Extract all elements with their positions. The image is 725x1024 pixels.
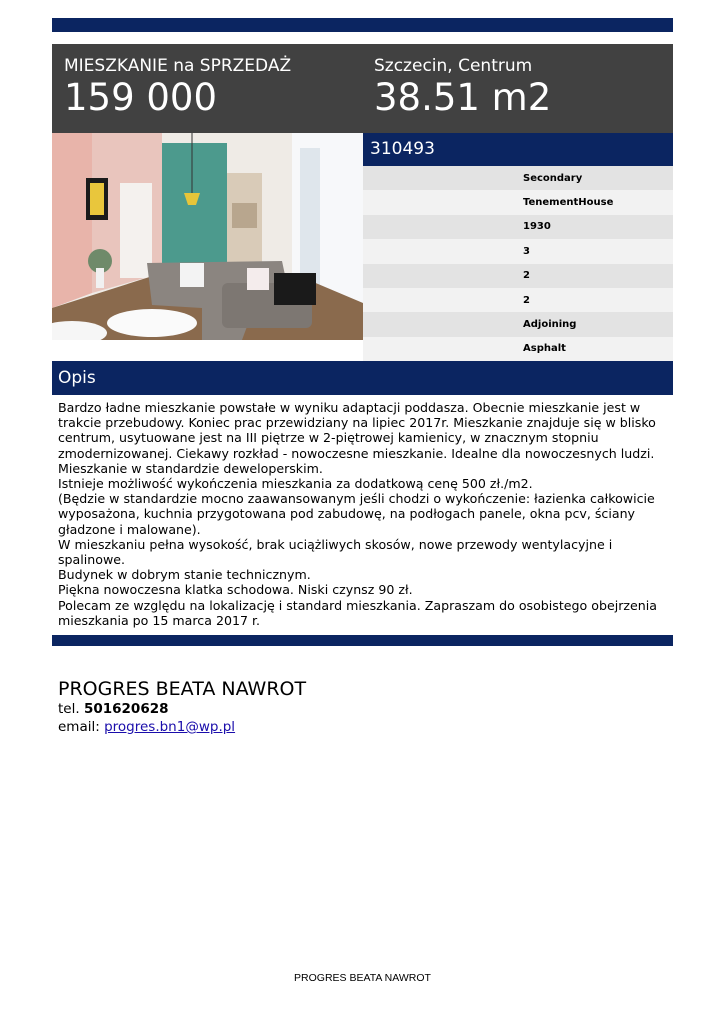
property-row — [363, 215, 673, 239]
property-value: Adjoining — [523, 319, 577, 331]
listing-id-bar: 310493 — [363, 133, 673, 166]
property-value: 1930 — [523, 221, 551, 233]
description-text: Bardzo ładne mieszkanie powstałe w wyniku adaptacji poddasza. Obecnie mieszkanie jest w trakcie przebudowy. Koniec prac przewidziany na lipiec 2017r. Mieszkanie znajduje się w blisko centrum, usytuowane jest na III piętrze w 2-piętrowej kamienicy, w znacznym stopniu zmodernizowanej. Ciekawy rozkład - nowoczesne mieszkanie. Idealne dla nowoczesnych ludzi. Mieszkanie w standardzie deweloperskim. Istnieje możliwość wykończenia mieszkania za dodatkową cenę 500 zł./m2. (Będzie w standardzie mocno zaawansowanym jeśli chodzi o wykończenie: łazienka całkowicie wyposażona, kuchnia przygotowana pod zabudowę, na podłogach panele, okna pcv, ściany gładzone i malowane). W mieszkaniu pełna wysokość, brak uciążliwych skosów, nowe przewody wentylacyjne i spalinowe. Budynek w dobrym stanie technicznym. Piękna nowoczesna klatka schodowa. Niski czynsz 90 zł. Polecam ze względu na lokalizację i standard mieszkania. Zapraszam do osobistego obejrzenia mieszkania po 15 marca 2017 r. — [58, 400, 657, 628]
agent-contact — [58, 678, 306, 736]
property-row — [363, 337, 673, 361]
property-value: 2 — [523, 294, 530, 306]
agent-name: PROGRES BEATA NAWROT — [58, 678, 307, 700]
property-value: Asphalt — [523, 343, 566, 355]
description-heading: Opis — [52, 361, 673, 395]
agent-phone-line — [58, 700, 306, 718]
offer-type: MIESZKANIE na SPRZEDAŻ — [64, 56, 292, 76]
phone-number: 501620628 — [83, 701, 169, 717]
living-room-illustration — [52, 133, 363, 340]
property-row — [363, 239, 673, 263]
email-label: email: — [58, 719, 100, 735]
property-value: TenementHouse — [523, 197, 614, 209]
section-divider-bar — [52, 635, 673, 646]
property-row — [363, 190, 673, 214]
property-row — [363, 264, 673, 288]
header-left — [64, 56, 291, 120]
property-row — [363, 166, 673, 190]
area: 38.51 m2 — [374, 76, 552, 119]
property-row — [363, 288, 673, 312]
top-divider-bar — [52, 18, 673, 32]
properties-table — [363, 166, 673, 361]
property-row — [363, 312, 673, 336]
page-footer: PROGRES BEATA NAWROT — [294, 972, 431, 984]
email-link[interactable]: progres.bn1@wp.pl — [104, 719, 236, 735]
location: Szczecin, Centrum — [374, 56, 533, 76]
phone-label: tel. — [58, 701, 80, 717]
property-value: 2 — [523, 270, 530, 282]
apartment-photo — [52, 133, 363, 340]
property-value: Secondary — [523, 172, 583, 184]
listing-header — [52, 44, 673, 133]
property-value: 3 — [523, 245, 530, 257]
header-right — [374, 56, 551, 120]
price: 159 000 — [64, 76, 218, 119]
agent-email-line — [58, 718, 306, 736]
